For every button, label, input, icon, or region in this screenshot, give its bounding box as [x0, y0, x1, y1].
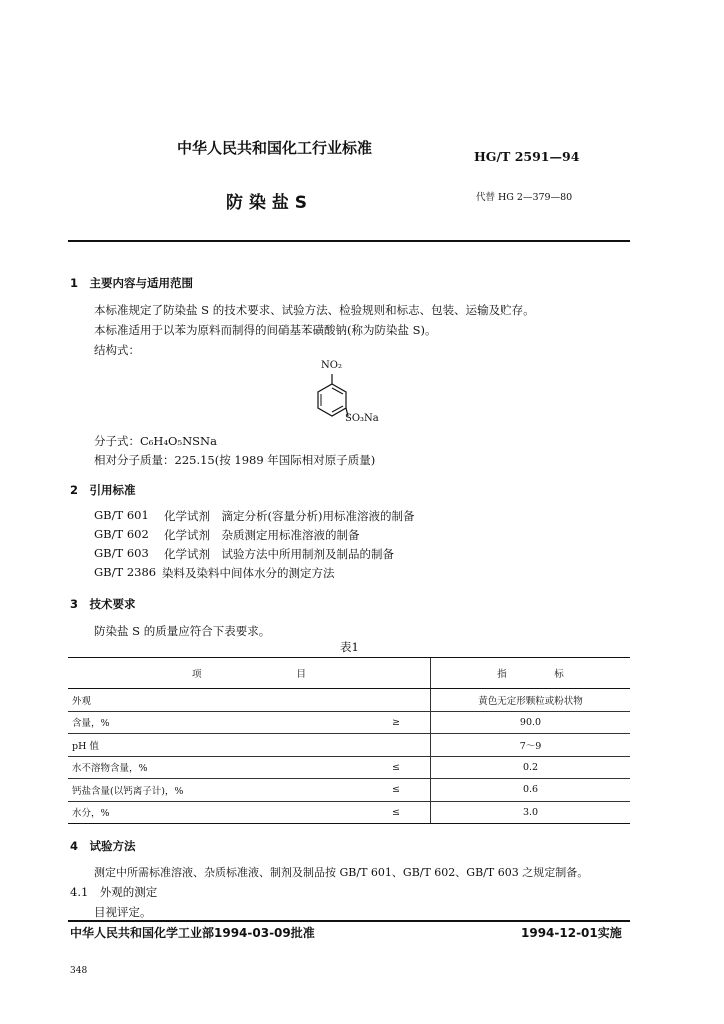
standard-number: HG/T 2591—94 — [474, 149, 580, 164]
approval-line: 中华人民共和国化学工业部1994-03-09批准 — [70, 926, 315, 940]
table-row — [68, 689, 630, 712]
page-number: 348 — [70, 966, 88, 976]
section-4-heading: 4 试验方法 — [70, 839, 136, 853]
table-header-row — [68, 658, 630, 689]
subsection-4-1-paragraph: 目视评定。 — [94, 905, 152, 919]
row-value: 3.0 — [431, 801, 631, 824]
table-caption: 表1 — [340, 640, 359, 654]
row-symbol: ≤ — [356, 779, 431, 802]
org-title: 中华人民共和国化工行业标准 — [177, 139, 373, 157]
reference-text: 化学试剂 试验方法中所用制剂及制品的制备 — [164, 547, 394, 561]
replaces-standard: 代替 HG 2—379—80 — [476, 192, 573, 203]
nitro-group-label: NO₂ — [321, 360, 342, 371]
row-symbol: ≥ — [356, 711, 431, 734]
table-row — [68, 801, 630, 824]
reference-text: 染料及染料中间体水分的测定方法 — [162, 566, 335, 580]
row-item: 水分，% — [68, 801, 356, 824]
section-4-paragraph: 测定中所需标准溶液、杂质标准液、制剂及制品按 GB/T 601、GB/T 602、GB/T 603 之规定制备。 — [94, 866, 589, 879]
reference-code: GB/T 603 — [94, 546, 149, 560]
row-value: 0.2 — [431, 756, 631, 779]
reference-code: GB/T 2386 — [94, 565, 157, 579]
section-2-heading: 2 引用标准 — [70, 483, 136, 497]
reference-code: GB/T 601 — [94, 508, 149, 522]
table-row — [68, 734, 630, 757]
reference-code: GB/T 602 — [94, 527, 149, 541]
row-value: 7～9 — [431, 734, 631, 757]
row-symbol: ≤ — [356, 756, 431, 779]
row-value: 黄色无定形颗粒或粉状物 — [431, 689, 631, 712]
column-header-value: 指 标 — [431, 658, 631, 689]
table-row — [68, 779, 630, 802]
document-title: 防 染 盐 S — [226, 193, 307, 213]
reference-text: 化学试剂 杂质测定用标准溶液的制备 — [164, 528, 360, 542]
row-symbol — [356, 734, 431, 757]
row-item: 水不溶物含量，% — [68, 756, 356, 779]
table-row — [68, 756, 630, 779]
row-item: 外观 — [68, 689, 356, 712]
section-1-paragraph-1: 本标准规定了防染盐 S 的技术要求、试验方法、检验规则和标志、包装、运输及贮存。 — [94, 303, 535, 317]
header-rule — [68, 240, 630, 242]
row-value: 0.6 — [431, 779, 631, 802]
section-3-heading: 3 技术要求 — [70, 597, 136, 611]
reference-text: 化学试剂 滴定分析(容量分析)用标准溶液的制备 — [164, 509, 415, 523]
row-item: 含量，% — [68, 711, 356, 734]
benzene-ring-structure — [300, 372, 380, 442]
section-3-paragraph: 防染盐 S 的质量应符合下表要求。 — [94, 624, 271, 638]
table-row — [68, 711, 630, 734]
subsection-4-1-heading: 4.1 外观的测定 — [70, 885, 158, 899]
effective-date: 1994-12-01实施 — [521, 926, 622, 940]
molecular-formula: 分子式：C₆H₄O₅NSNa — [94, 434, 217, 448]
row-symbol — [356, 689, 431, 712]
section-1-heading: 1 主要内容与适用范围 — [70, 276, 194, 290]
footer-rule — [68, 920, 630, 922]
section-1-paragraph-2: 本标准适用于以苯为原料而制得的间硝基苯磺酸钠(称为防染盐 S)。 — [94, 323, 437, 337]
molecular-mass: 相对分子质量：225.15(按 1989 年国际相对原子质量) — [94, 453, 376, 467]
column-header-item: 项 目 — [68, 658, 431, 689]
sulfonate-group-label: SO₃Na — [345, 413, 379, 424]
specification-table — [68, 657, 630, 824]
row-item: 钙盐含量(以钙离子计)，% — [68, 779, 356, 802]
row-item: pH 值 — [68, 734, 356, 757]
row-symbol: ≤ — [356, 801, 431, 824]
row-value: 90.0 — [431, 711, 631, 734]
structure-label: 结构式： — [94, 343, 140, 357]
